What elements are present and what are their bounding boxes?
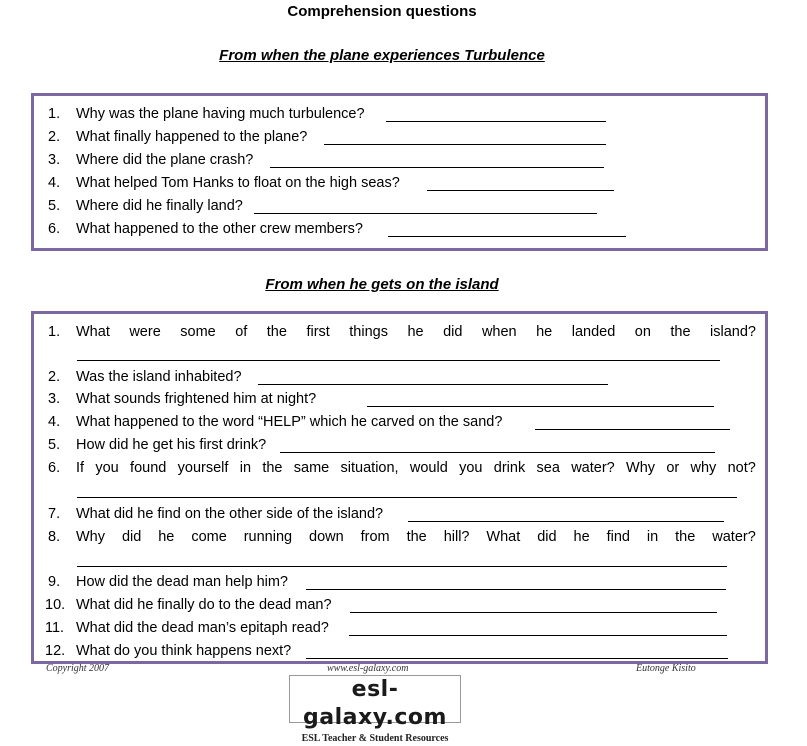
answer-line[interactable]: [306, 589, 726, 590]
justified-question: [76, 459, 756, 477]
author-text: Eutonge Kisito: [636, 663, 696, 674]
answer-line[interactable]: [270, 167, 604, 168]
question-word: the: [266, 324, 287, 340]
question-word: some: [180, 324, 216, 340]
question-word: did: [537, 529, 557, 545]
question-word: landed: [571, 324, 616, 340]
question-word: in: [239, 460, 252, 476]
question-word: same: [293, 460, 330, 476]
esl-galaxy-logo[interactable]: [289, 675, 461, 744]
question-word: running: [243, 529, 293, 545]
question-word: you: [95, 460, 119, 476]
question-word: the: [262, 460, 283, 476]
logo-tagline: ESL Teacher & Student Resources: [301, 733, 449, 744]
question-word: why: [690, 460, 717, 476]
question-word: did: [443, 324, 463, 340]
justified-question: [76, 323, 756, 341]
question-word: of: [235, 324, 248, 340]
question-word: sea: [536, 460, 560, 476]
question-word: on: [634, 324, 651, 340]
question-word: things: [349, 324, 388, 340]
question-word: first: [306, 324, 330, 340]
answer-line[interactable]: [258, 384, 608, 385]
website-text: www.esl-galaxy.com: [327, 663, 409, 674]
logo-name: esl-galaxy.com: [303, 677, 447, 730]
answer-line[interactable]: [535, 429, 730, 430]
question-word: he: [407, 324, 424, 340]
copyright-text: Copyright 2007: [46, 663, 110, 674]
answer-line[interactable]: [367, 406, 714, 407]
section1-box: 1. Why was the plane having much turbulence? 2. What finally happened to the plane? 3. Where did the plane crash? 4. What helped Tom Hanks to float on the high seas? 5. Where did he finally land? 6. What happened to the other crew members?: [31, 93, 768, 251]
section2-box: 1. What were some of the first things he did when he landed on the island? 2. Was the island inhabited? 3. What sounds frightened him at night? 4. What happened to the word “HELP” which he carved on the sand? 5. How did he get his first drink? 6. If you found yourself in the same situation, would you drink sea water? Why or why not? 7. What did he find on the other side of the island? 8. Why did he come running down from the hill? What did he find in the water? 9. How did the dead man help him? 10. What did he finally do to the dead man? 11. What did the dead man’s epitaph read? 12. What do you think happens next?: [31, 311, 768, 664]
question-word: yourself: [177, 460, 229, 476]
question-word: Why: [626, 460, 656, 476]
question-word: come: [191, 529, 227, 545]
answer-line[interactable]: [280, 452, 715, 453]
question-word: drink: [493, 460, 526, 476]
question-word: found: [130, 460, 167, 476]
question-word: or: [666, 460, 680, 476]
question-word: would: [409, 460, 448, 476]
question-word: from: [360, 529, 390, 545]
question-word: not?: [727, 460, 756, 476]
question-word: he: [536, 324, 553, 340]
question-word: he: [158, 529, 175, 545]
page-title: Comprehension questions: [287, 3, 477, 20]
answer-line[interactable]: [350, 612, 717, 613]
answer-line[interactable]: [386, 121, 606, 122]
question-word: water?: [571, 460, 615, 476]
question-word: were: [129, 324, 161, 340]
question-word: the: [406, 529, 427, 545]
question-word: did: [121, 529, 142, 545]
question-word: If: [76, 460, 85, 476]
answer-line[interactable]: [306, 658, 728, 659]
answer-line[interactable]: [77, 566, 727, 567]
question-word: What: [76, 324, 110, 340]
question-word: the: [670, 324, 691, 340]
answer-line[interactable]: [349, 635, 727, 636]
question-word: down: [309, 529, 344, 545]
answer-line[interactable]: [427, 190, 614, 191]
answer-line[interactable]: [408, 521, 724, 522]
question-word: hill?: [443, 529, 470, 545]
answer-line[interactable]: [324, 144, 606, 145]
justified-question: [76, 528, 756, 546]
question-word: situation,: [340, 460, 399, 476]
question-word: island?: [710, 324, 756, 340]
question-word: when: [481, 324, 517, 340]
section1-heading: From when the plane experiences Turbulence: [219, 47, 545, 64]
question-word: he: [573, 529, 590, 545]
question-word: Why: [76, 529, 105, 545]
answer-line[interactable]: [77, 497, 737, 498]
question-word: in: [646, 529, 659, 545]
section2-heading: From when he gets on the island: [265, 276, 499, 293]
answer-line[interactable]: [254, 213, 597, 214]
question-word: find: [606, 529, 630, 545]
answer-line[interactable]: [388, 236, 626, 237]
question-word: the: [675, 529, 696, 545]
question-word: What: [486, 529, 521, 545]
answer-line[interactable]: [77, 360, 720, 361]
question-word: water?: [712, 529, 756, 545]
question-word: you: [459, 460, 483, 476]
